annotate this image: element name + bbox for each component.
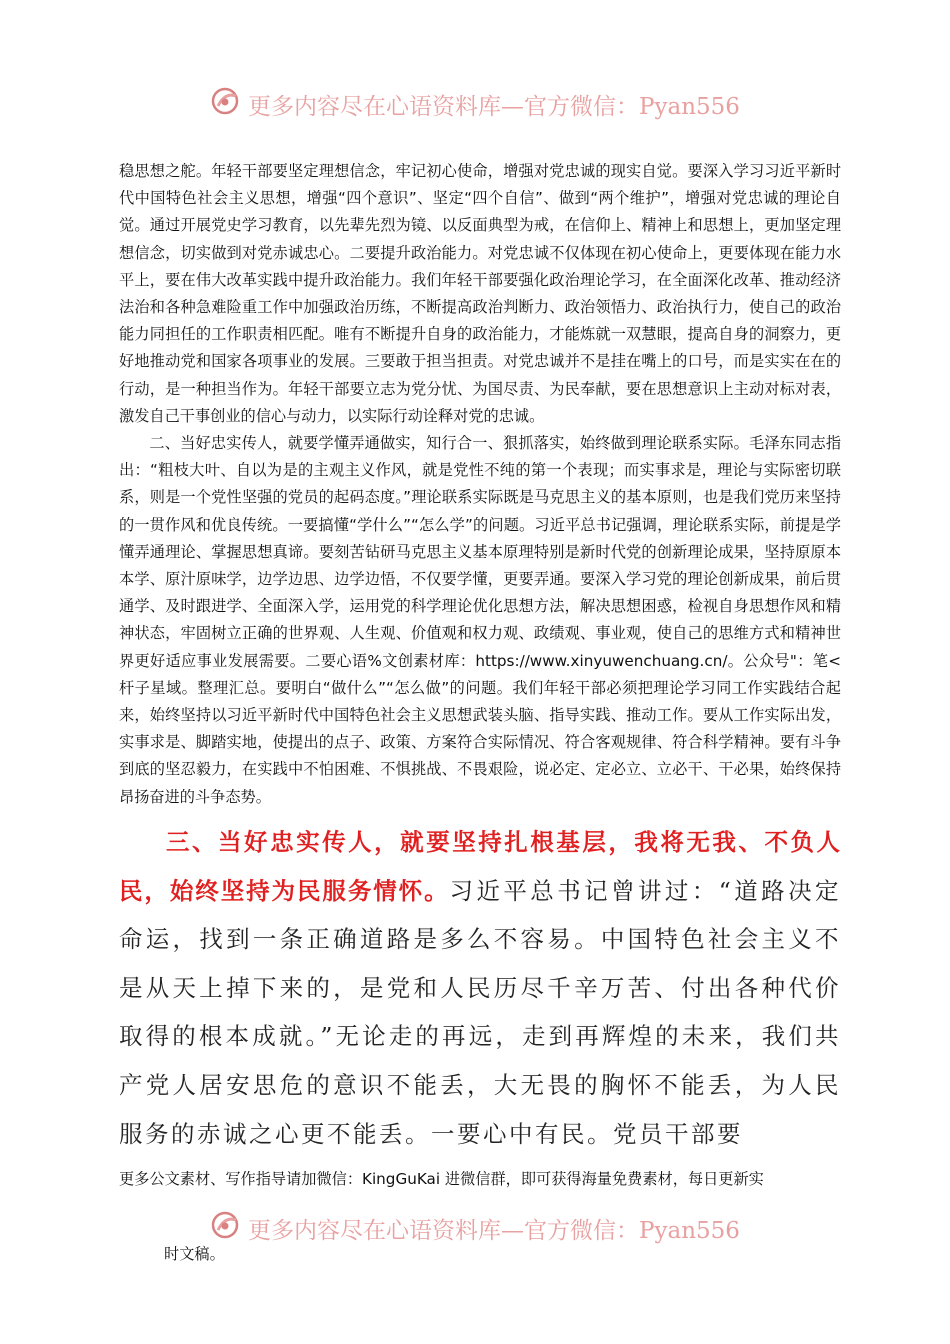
watermark-text: 更多内容尽在心语资料库—官方微信：Pyan556 [248,93,740,120]
body-text [119,158,841,811]
footer-note: 更多公文素材、写作指导请加微信：KingGuKai 进微信群，即可获得海量免费素材，每日更新实 [119,1170,764,1188]
watermark-top [0,86,950,122]
watermark-text: 更多内容尽在心语资料库—官方微信：Pyan556 [248,1217,740,1244]
paragraph-2: 二、当好忠实传人，就要学懂弄通做实，知行合一、狠抓落实，始终做到理论联系实际。毛泽东同志指出：“粗枝大叶、自以为是的主观主义作风，就是党性不纯的第一个表现；而实事求是，理论与实际密切联系，则是一个党性坚强的党员的起码态度。”理论联系实际既是马克思主义的基本原则，也是我们党历来坚持的一贯作风和优良传统。一要搞懂“学什么”“怎么学”的问题。习近平总书记强调，理论联系实际，前提是学懂弄通理论、掌握思想真谛。要刻苦钻研马克思主义基本原理特别是新时代党的创新理论成果，坚持原原本本学、原汁原味学，边学边思、边学边悟，不仅要学懂，更要弄通。要深入学习党的理论创新成果，前后贯通学、及时跟进学、全面深入学，运用党的科学理论优化思想方法，解决思想困惑，检视自身思想作风和精神状态，牢固树立正确的世界观、人生观、价值观和权力观、政绩观、事业观，使自己的思维方式和精神世界更好适应事业发展需要。二要心语%文创素材库：https://www.xinyuwenchuang.cn/。公众号"：笔<杆子星域。整理汇总。要明白“做什么”“怎么做”的问题。我们年轻干部必须把理论学习同工作实践结合起来，始终坚持以习近平新时代中国特色社会主义思想武装头脑、指导实践、推动工作。要从工作实际出发，实事求是、脚踏实地，使提出的点子、政策、方案符合实际情况、符合客观规律、符合科学精神。要有斗争到底的坚忍毅力，在实践中不怕困难、不惧挑战、不畏艰险，说必定、定必立、立必干、干必果，始终保持昂扬奋进的斗争态势。 [119,434,841,806]
section-3-heading: 三、当好忠实传人，就要坚持扎根基层，我将无我、不负人民，始终坚持为民服务情怀。 [119,828,841,905]
logo-icon [210,86,244,122]
logo-icon [210,1210,244,1246]
watermark-bottom [0,1210,950,1246]
section-3-paragraph [119,818,841,1158]
section-3 [119,818,841,1158]
footer-note-tail: 时文稿。 [164,1245,225,1263]
paragraph-1: 稳思想之舵。年轻干部要坚定理想信念，牢记初心使命，增强对党忠诚的现实自觉。要深入学习习近平新时代中国特色社会主义思想，增强“四个意识”、坚定“四个自信”、做到“两个维护”，增强对党忠诚的理论自觉。通过开展党史学习教育，以先辈先烈为镜、以反面典型为戒，在信仰上、精神上和思想上，更加坚定理想信念，切实做到对党赤诚忠心。二要提升政治能力。对党忠诚不仅体现在初心使命上，更要体现在能力水平上，要在伟大改革实践中提升政治能力。我们年轻干部要强化政治理论学习，在全面深化改革、推动经济法治和各种急难险重工作中加强政治历练，不断提高政治判断力、政治领悟力、政治执行力，使自己的政治能力同担任的工作职责相匹配。唯有不断提升自身的政治能力，才能炼就一双慧眼，提高自身的洞察力，更好地推动党和国家各项事业的发展。三要敢于担当担责。对党忠诚并不是挂在嘴上的口号，而是实实在在的行动，是一种担当作为。年轻干部要立志为党分忧、为国尽责、为民奉献，要在思想意识上主动对标对表，激发自己干事创业的信心与动力，以实际行动诠释对党的忠诚。 [119,162,841,425]
section-3-body: 习近平总书记曾讲过：“道路决定命运，找到一条正确道路是多么不容易。中国特色社会主义不是从天上掉下来的，是党和人民历尽千辛万苦、付出各种代价取得的根本成就。”无论走的再远，走到再辉煌的未来，我们共产党人居安思危的意识不能丢，大无畏的胸怀不能丢，为人民服务的赤诚之心更不能丢。一要心中有民。党员干部要 [119,876,841,1148]
